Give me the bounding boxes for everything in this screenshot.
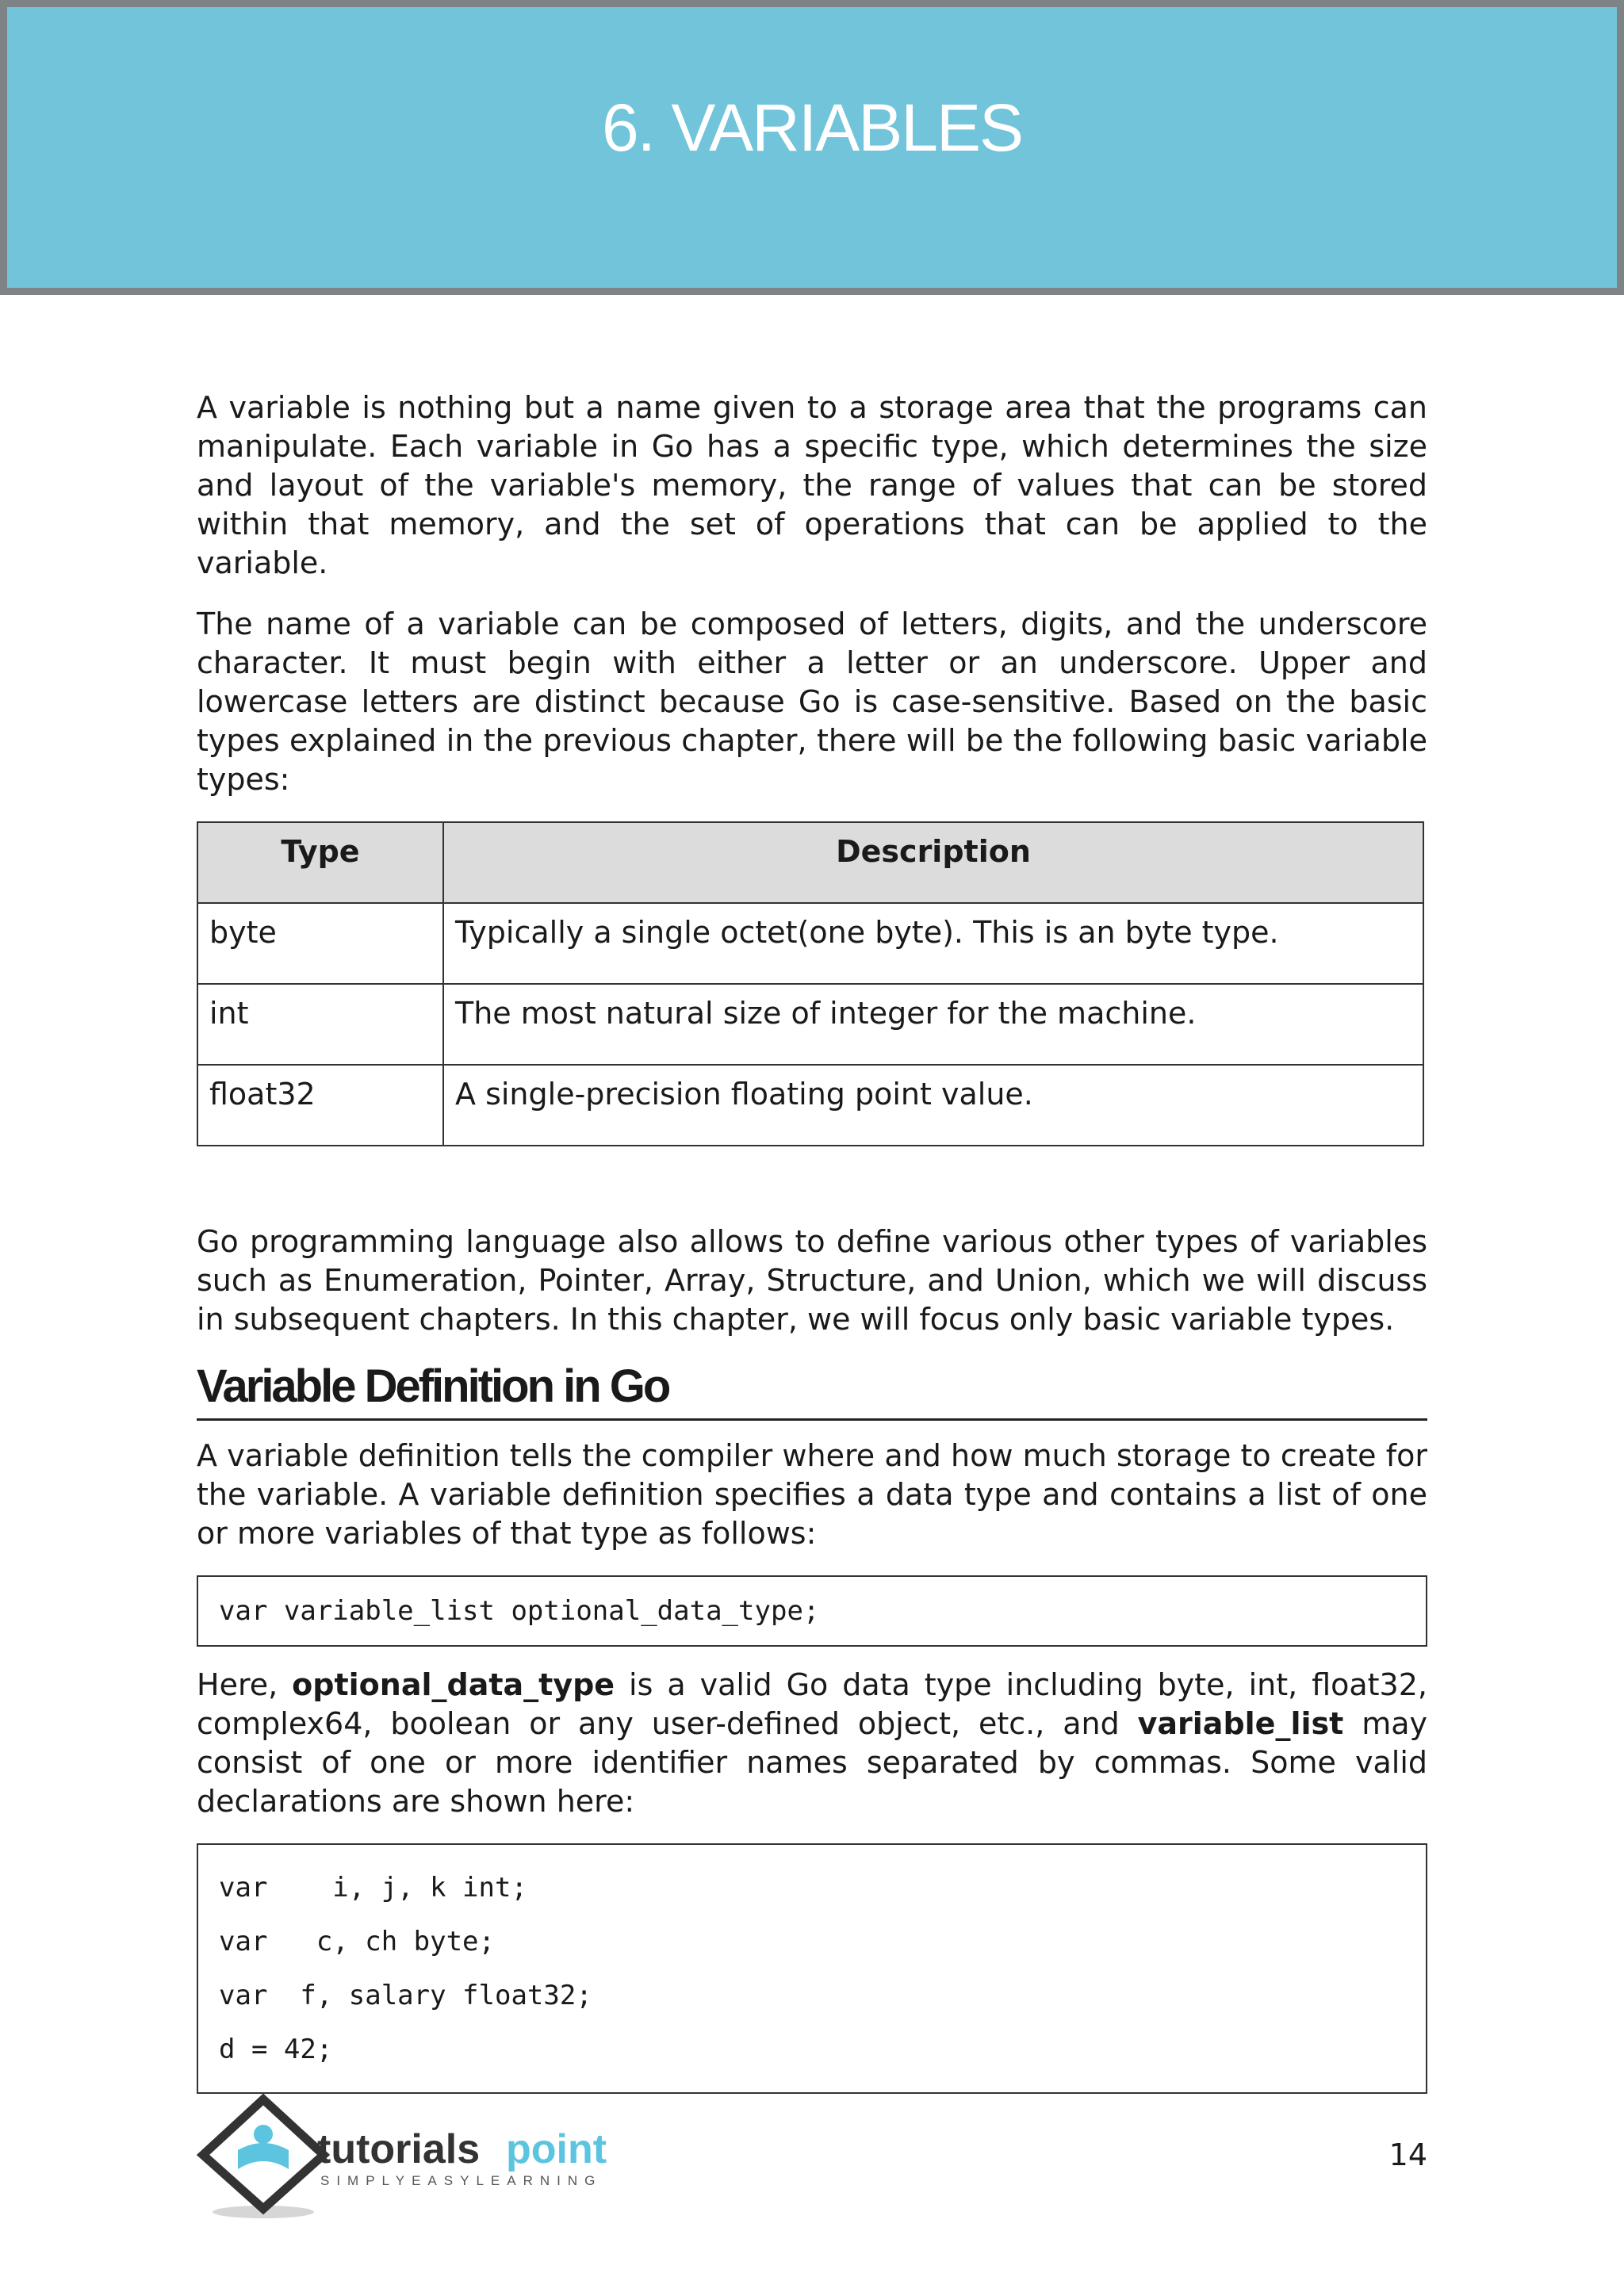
code-line: var f, salary float32; [219, 1980, 592, 2011]
variable-types-table [197, 821, 1424, 1146]
term-variable-list: variable_list [1137, 1706, 1344, 1741]
page-content [197, 388, 1427, 2113]
explanation-suffix: may consist of one or more identifier names separated by commas. Some valid declarations are shown here: [197, 1706, 1427, 1819]
logo-word-point: point [506, 2126, 607, 2172]
code-line: var variable_list optional_data_type; [219, 1595, 820, 1627]
definition-paragraph: A variable definition tells the compiler where and how much storage to create for the variable. A variable definition specifies a data type and contains a list of one or more variables of that type as follows: [197, 1438, 1427, 1551]
table-header-row [197, 822, 1423, 903]
after-table-paragraph: Go programming language also allows to define various other types of variables such as Enumeration, Pointer, Array, Structure, and Union, which we will discuss in subsequent chapters. In this chapter, we will focus only basic variable types. [197, 1224, 1427, 1337]
section-heading: Variable Definition in Go [197, 1361, 1427, 1421]
table-row [197, 1065, 1423, 1146]
page-number: 14 [1388, 2137, 1427, 2172]
term-optional-data-type: optional_data_type [292, 1667, 615, 1702]
intro-paragraph-1: A variable is nothing but a name given to a storage area that the programs can manipulate. Each variable in Go has a specific type, which determines the size and layout of the variable's memory, the range of values that can be stored within that memory, and the set of operations that can be applied to the variable. [197, 390, 1427, 580]
code-line: d = 42; [219, 2034, 333, 2065]
type-cell: float32 [197, 1065, 443, 1146]
explanation-middle: is a valid Go data type including byte, int, float32, complex64, boolean or any user-defined object, etc., and [197, 1667, 1427, 1741]
table-row [197, 903, 1423, 984]
chapter-banner [0, 0, 1624, 295]
code-block-declarations [197, 1843, 1427, 2094]
logo-tagline: SIMPLYEASYLEARNING [320, 2173, 603, 2188]
explanation-prefix: Here, [197, 1667, 293, 1702]
table-header-type: Type [197, 822, 443, 903]
description-cell: Typically a single octet(one byte). This is an byte type. [443, 903, 1423, 984]
logo-head-icon [254, 2125, 273, 2144]
intro-paragraph-2: The name of a variable can be composed of letters, digits, and the underscore character. It must begin with either a letter or an underscore. Upper and lowercase letters are distinct because Go is case-sensitive. Based on the basic types explained in the previous chapter, there will be the following basic variable types: [197, 607, 1427, 797]
table-header-description: Description [443, 822, 1423, 903]
chapter-title: 6. VARIABLES [601, 90, 1023, 165]
type-cell: byte [197, 903, 443, 984]
table-row [197, 984, 1423, 1065]
code-block-syntax [197, 1575, 1427, 1647]
description-cell: A single-precision floating point value. [443, 1065, 1423, 1146]
type-cell: int [197, 984, 443, 1065]
description-cell: The most natural size of integer for the machine. [443, 984, 1423, 1065]
code-line: var c, ch byte; [219, 1926, 495, 1957]
tutorialspoint-logo [197, 2093, 641, 2220]
explanation-paragraph [197, 1666, 1427, 1821]
code-line: var i, j, k int; [219, 1872, 527, 1904]
logo-word-tutorials: tutorials [317, 2126, 481, 2172]
